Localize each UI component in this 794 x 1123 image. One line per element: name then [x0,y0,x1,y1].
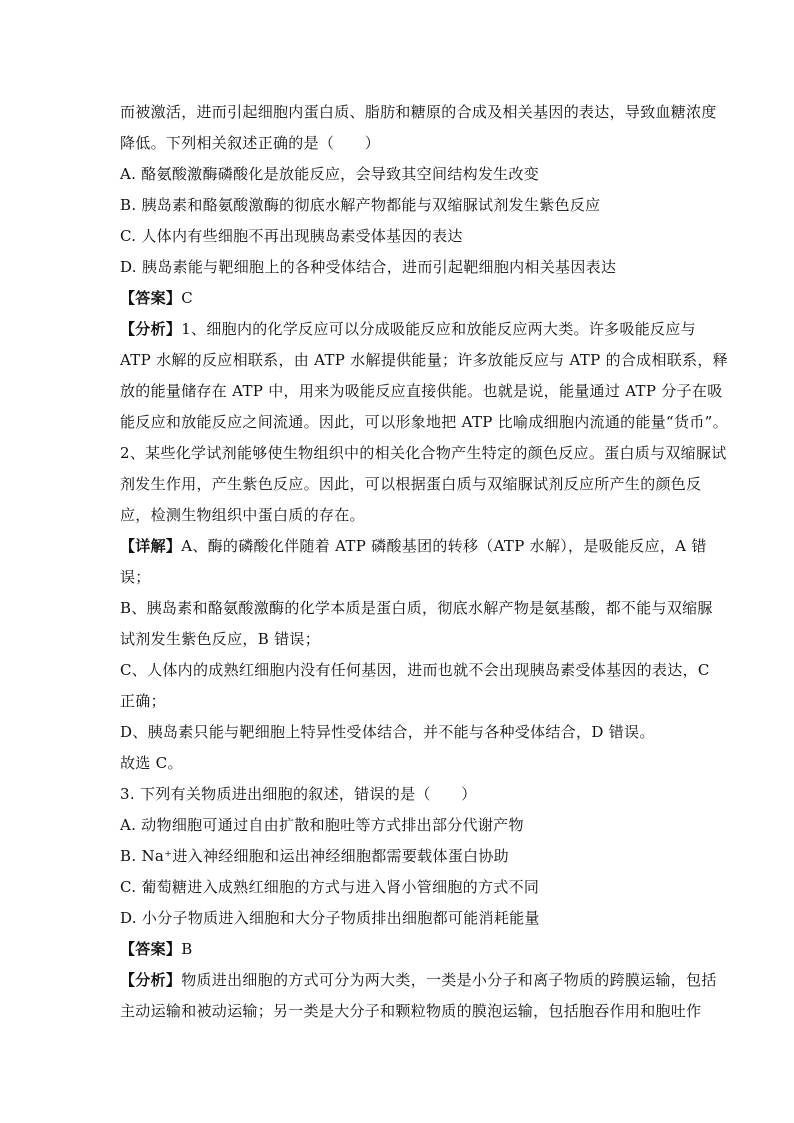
answer-tag: 【答案】 [120,940,182,958]
option-b: B. Na⁺进入神经细胞和运出神经细胞都需要载体蛋白协助 [120,847,509,865]
analysis-text: 物质进出细胞的方式可分为两大类，一类是小分子和离子物质的跨膜运输，包括 [181,971,717,989]
option-d: D. 胰岛素能与靶细胞上的各种受体结合，进而引起靶细胞内相关基因表达 [120,258,617,276]
analysis-text: ATP 水解的反应相联系，由 ATP 水解提供能量；许多放能反应与 ATP 的合成相联系，释 [120,351,728,369]
detail-text: 误； [120,568,151,586]
detail-text: 正确； [120,692,166,710]
option-b: B. 胰岛素和酪氨酸激酶的彻底水解产物都能与双缩脲试剂发生紫色反应 [120,196,601,214]
analysis-text: 应，检测生物组织中蛋白质的存在。 [120,506,365,524]
analysis-text: 能反应和放能反应之间流通。因此，可以形象地把 ATP 比喻成细胞内流通的能量“货币”。 [120,413,728,431]
option-a: A. 动物细胞可通过自由扩散和胞吐等方式排出部分代谢产物 [120,816,524,834]
detail-text: 故选 C。 [120,754,183,772]
analysis-text: 放的能量储存在 ATP 中，用来为吸能反应直接供能。也就是说，能量通过 ATP 分子在吸 [120,382,723,400]
answer-line [120,286,680,310]
analysis-text: 2、某些化学试剂能够使生物组织中的相关化合物产生特定的颜色反应。蛋白质与双缩脲试 [120,444,727,462]
analysis-text: 主动运输和被动运输；另一类是大分子和颗粒物质的膜泡运输，包括胞吞作用和胞吐作 [120,1002,702,1020]
detail-text: 试剂发生紫色反应，B 错误； [120,630,320,648]
analysis-text: 1、细胞内的化学反应可以分成吸能反应和放能反应两大类。许多吸能反应与 [181,320,696,338]
analysis-tag: 【分析】 [120,320,182,338]
text-line: 降低。下列相关叙述正确的是（ ） [120,134,381,152]
analysis-tag: 【分析】 [120,971,182,989]
detail-text: B、胰岛素和酪氨酸激酶的化学本质是蛋白质，彻底水解产物是氨基酸，都不能与双缩脲 [120,599,713,617]
option-c: C. 葡萄糖进入成熟红细胞的方式与进入肾小管细胞的方式不同 [120,878,540,896]
analysis-text: 剂发生作用，产生紫色反应。因此，可以根据蛋白质与双缩脲试剂反应所产生的颜色反 [120,475,702,493]
question-stem: 3. 下列有关物质进出细胞的叙述，错误的是（ ） [120,785,477,803]
option-d: D. 小分子物质进入细胞和大分子物质排出细胞都可能消耗能量 [120,909,540,927]
option-a: A. 酪氨酸激酶磷酸化是放能反应，会导致其空间结构发生改变 [120,165,540,183]
analysis-line [120,317,696,341]
detail-tag: 【详解】 [120,537,182,555]
detail-text: A、酶的磷酸化伴随着 ATP 磷酸基团的转移（ATP 水解），是吸能反应，A 错 [181,537,707,555]
text-line: 而被激活，进而引起细胞内蛋白质、脂肪和糖原的合成及相关基因的表达，导致血糖浓度 [120,103,717,121]
detail-line [120,534,707,558]
answer-value: C [181,289,193,307]
analysis-line [120,968,717,992]
option-c: C. 人体内有些细胞不再出现胰岛素受体基因的表达 [120,227,463,245]
answer-value: B [181,940,193,958]
detail-text: C、人体内的成熟红细胞内没有任何基因，进而也就不会出现胰岛素受体基因的表达，C [120,661,710,679]
answer-line [120,937,680,961]
detail-text: D、胰岛素只能与靶细胞上特异性受体结合，并不能与各种受体结合，D 错误。 [120,723,655,741]
answer-tag: 【答案】 [120,289,182,307]
